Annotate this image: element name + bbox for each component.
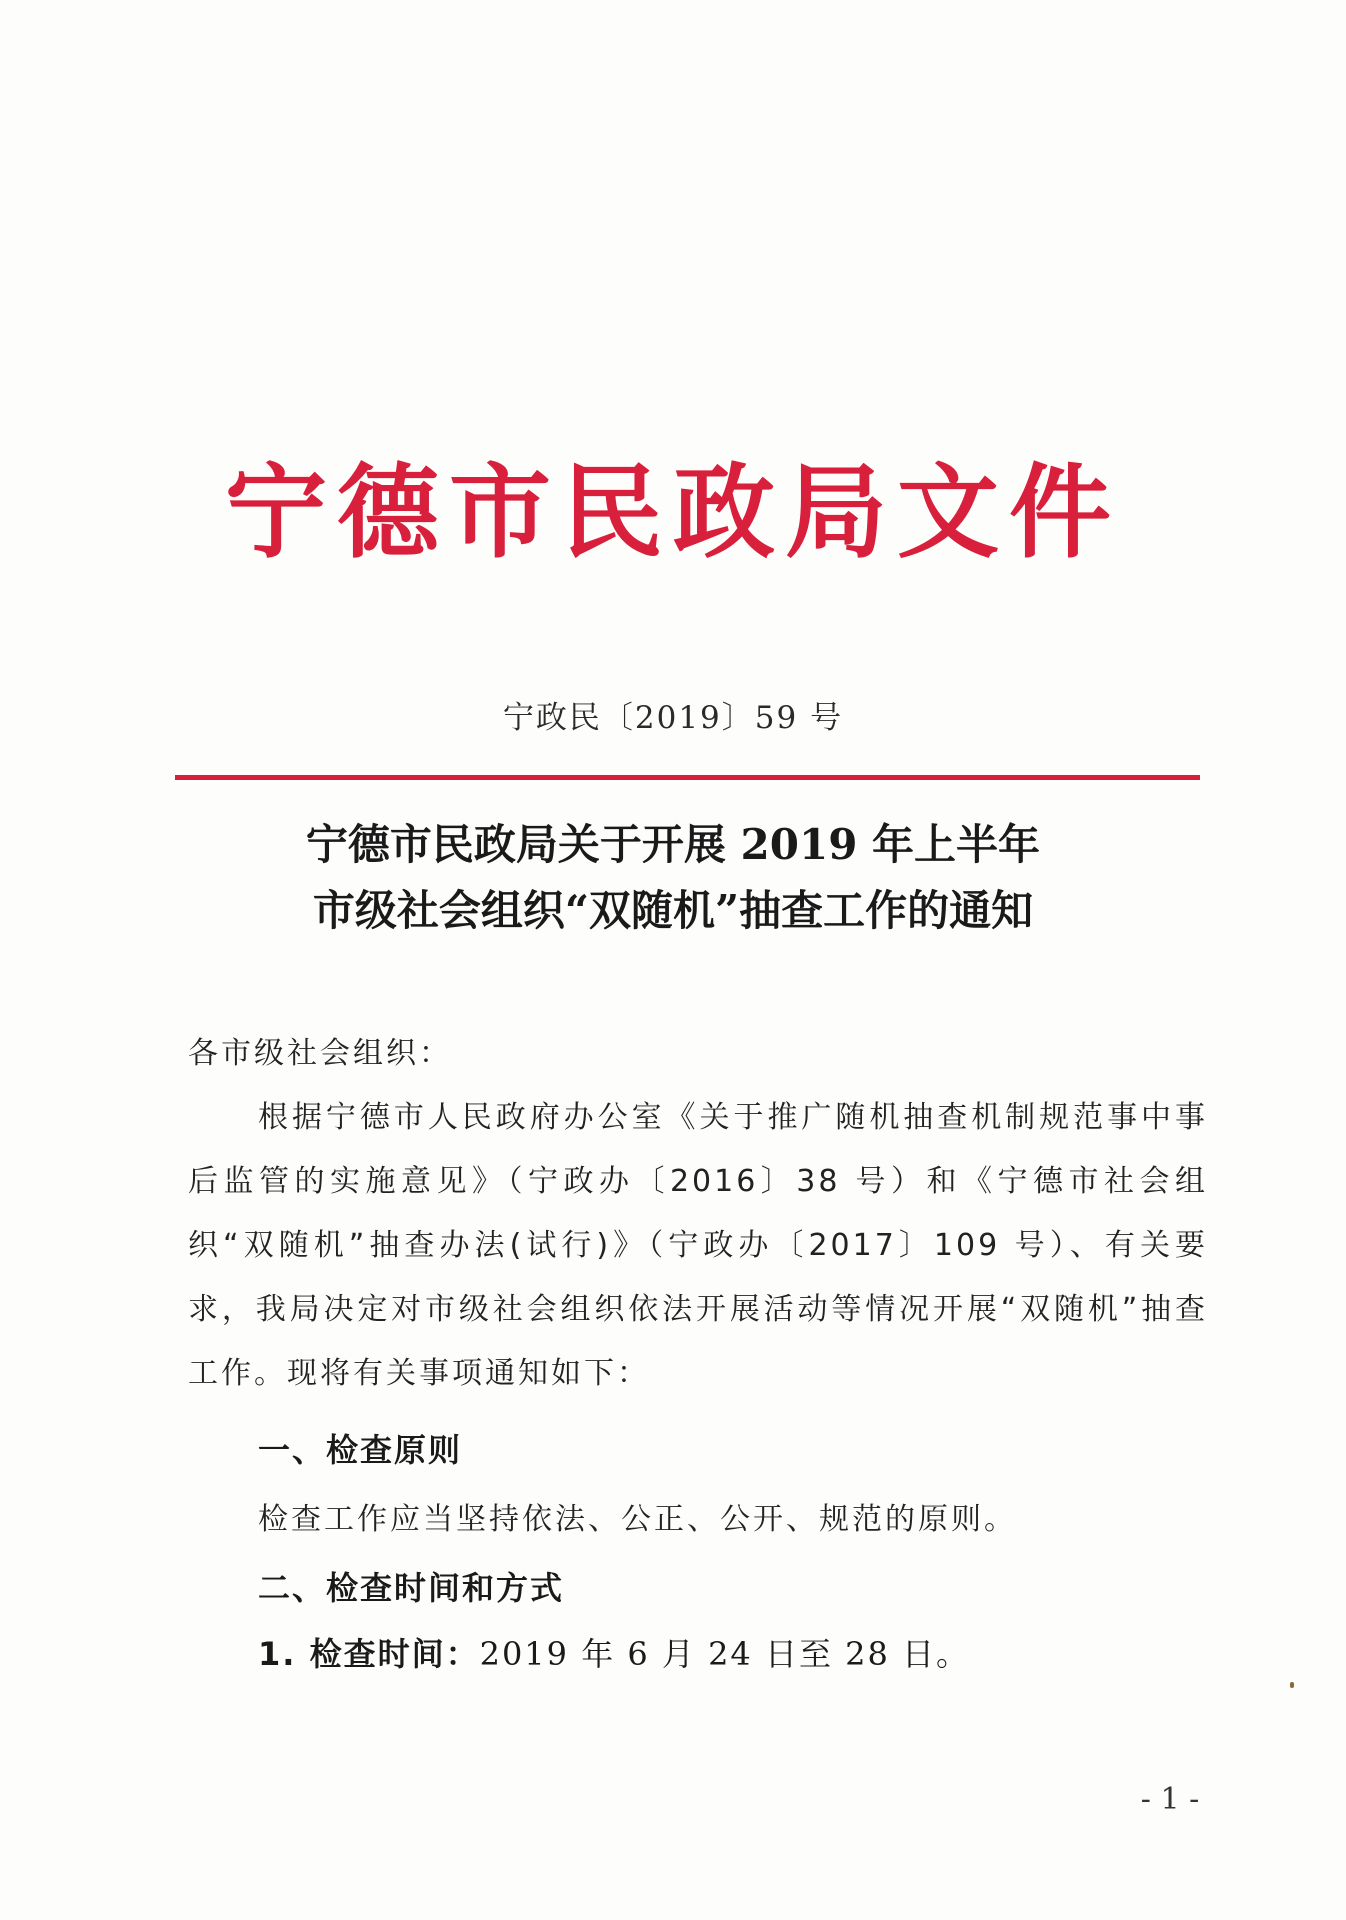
notice-title-line-1: 宁德市民政局关于开展 2019 年上半年 <box>305 820 1041 869</box>
notice-title-line-2: 市级社会组织“双随机”抽查工作的通知 <box>312 886 1034 935</box>
list-item-inspection-time <box>258 1622 970 1686</box>
inspection-time-value: 2019 年 6 月 24 日至 28 日。 <box>479 1635 971 1673</box>
inspection-time-label: 1. 检查时间： <box>258 1635 480 1673</box>
salutation: 各市级社会组织： <box>188 1036 452 1071</box>
document-number: 宁政民〔2019〕59 号 <box>502 700 844 736</box>
scan-speck <box>1290 1682 1294 1688</box>
paragraph-intro: 根据宁德市人民政府办公室《关于推广随机抽查机制规范事中事后监管的实施意见》（宁政办〔2016〕38 号）和《宁德市社会组织“双随机”抽查办法(试行)》（宁政办〔2017〕109 号）、有关要求，我局决定对市级社会组织依法开展活动等情况开展“双随机”抽查工作。现将有关事项通知如下： <box>188 1100 1208 1391</box>
section-heading-time-method: 二、检查时间和方式 <box>258 1569 565 1607</box>
red-divider <box>175 775 1200 780</box>
page-number: - 1 - <box>1140 1782 1200 1817</box>
notice-title <box>0 812 1346 944</box>
paragraph-principles: 检查工作应当坚持依法、公正、公开、规范的原则。 <box>258 1502 1017 1537</box>
section-heading-principles: 一、检查原则 <box>258 1431 463 1469</box>
header-title: 宁德市民政局文件 <box>225 453 1121 573</box>
